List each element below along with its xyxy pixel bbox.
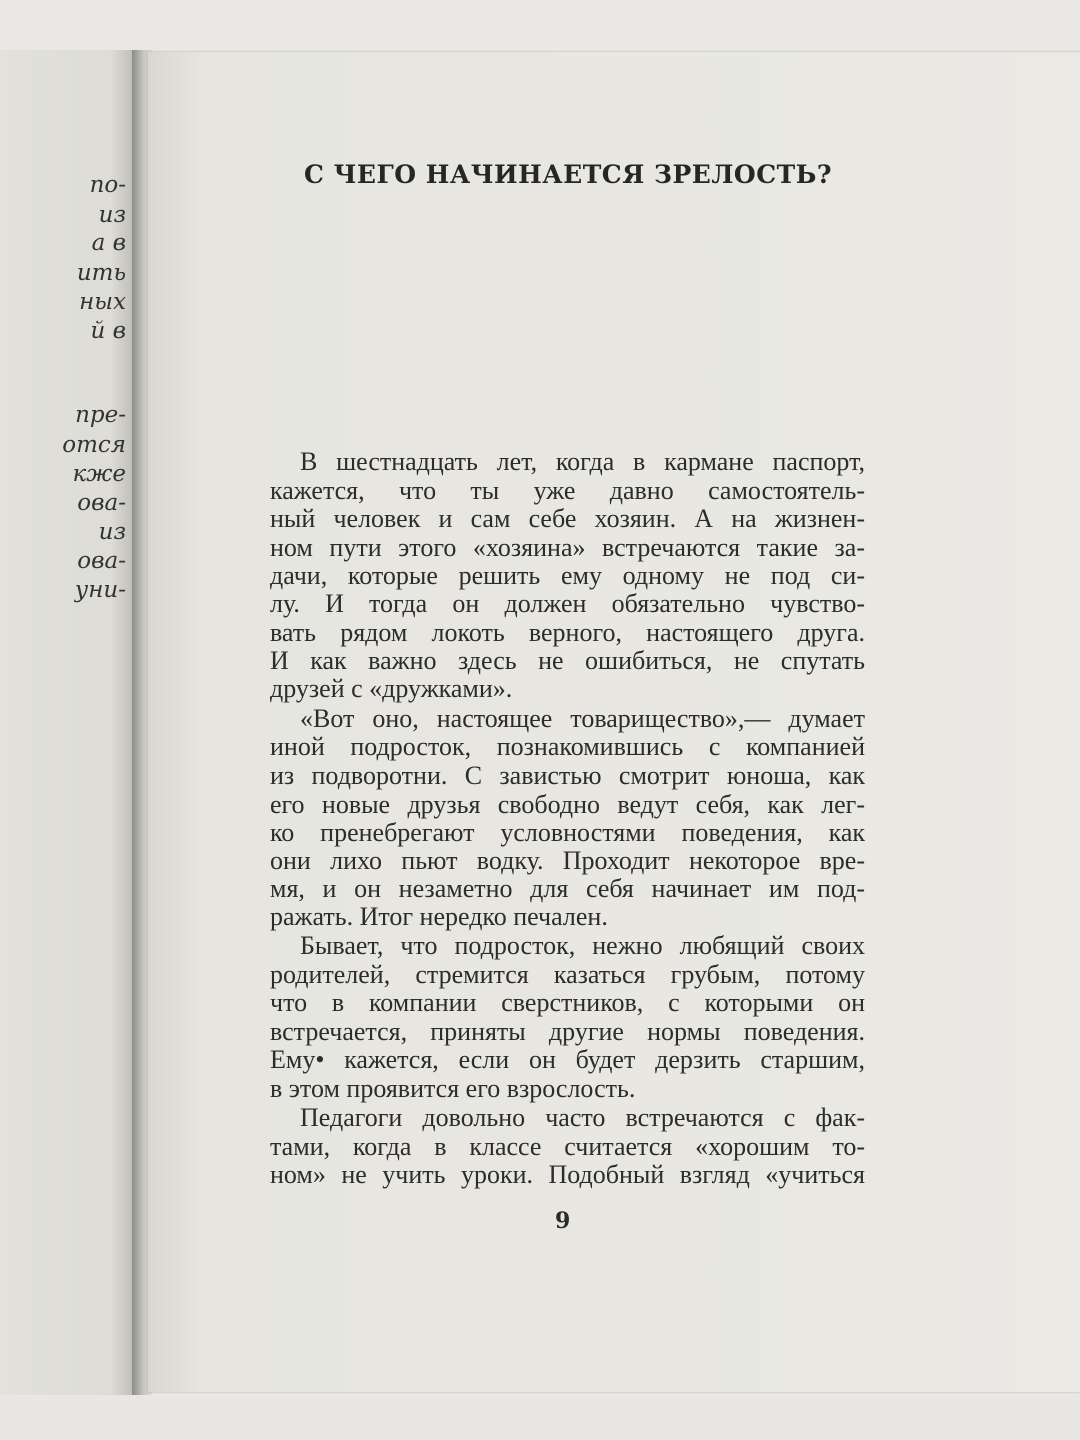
page-number: 9 (555, 1208, 571, 1234)
text-line: В шестнадцать лет, когда в кармане паспорт, (300, 447, 865, 476)
text-line: ко пренебрегают условностями поведения, как (270, 818, 865, 847)
text-line: «Вот оно, настоящее товарищество»,— думает (300, 704, 865, 733)
text-line: тами, когда в классе считается «хорошим то- (270, 1132, 865, 1161)
left-page-line: ова- (77, 490, 126, 516)
text-line: в этом проявится его взрослость. (270, 1074, 636, 1103)
chapter-title: С ЧЕГО НАЧИНАЕТСЯ ЗРЕЛОСТЬ? (304, 160, 832, 189)
table-surface (0, 1395, 1080, 1440)
text-line: друзей с «дружками». (270, 674, 513, 703)
text-line: дачи, которые решить ему одному не под си- (270, 561, 865, 590)
left-page-line: отся (62, 432, 126, 458)
text-line: они лихо пьют водку. Проходит некоторое вре- (270, 846, 865, 875)
text-line: встречается, приняты другие нормы поведения. (270, 1017, 865, 1046)
text-line: мя, и он незаметно для себя начинает им под- (270, 874, 865, 903)
left-page-line: по- (89, 172, 126, 198)
left-page-line: уни- (74, 577, 126, 603)
left-page-line: из (98, 202, 126, 228)
text-line: ном пути этого «хозяина» встречаются такие за- (270, 533, 865, 562)
text-line: что в компании сверстников, с которыми он (270, 988, 865, 1017)
text-line: кажется, что ты уже давно самостоятель- (270, 476, 865, 505)
text-line: лу. И тогда он должен обязательно чувство- (270, 589, 865, 618)
text-line: ражать. Итог нередко печален. (270, 902, 608, 931)
text-line: иной подросток, познакомившись с компанией (270, 732, 865, 761)
text-line: родителей, стремится казаться грубым, потому (270, 960, 865, 989)
text-line: вать рядом локоть верного, настоящего друга. (270, 618, 865, 647)
text-line: ном» не учить уроки. Подобный взгляд «учиться (270, 1160, 865, 1189)
left-page-line: из (98, 519, 126, 545)
left-page-line: ить (76, 260, 126, 286)
text-line: ный человек и сам себе хозяин. А на жизнен- (270, 504, 865, 533)
left-page (0, 50, 138, 1400)
text-line: Педагоги довольно часто встречаются с фак- (300, 1103, 865, 1132)
text-line: Бывает, что подросток, нежно любящий своих (300, 931, 865, 960)
text-line: Ему• кажется, если он будет дерзить старшим, (270, 1045, 865, 1074)
left-page-line: пре- (75, 402, 126, 428)
text-line: его новые друзья свободно ведут себя, как лег- (270, 790, 865, 819)
left-page-line: ова- (77, 548, 126, 574)
text-line: из подворотни. С завистью смотрит юноша, как (270, 761, 865, 790)
left-page-line: й в (90, 318, 126, 344)
left-page-line: ных (79, 289, 126, 315)
text-line: И как важно здесь не ошибиться, не спутать (270, 646, 865, 675)
left-page-line: а в (91, 230, 126, 256)
left-page-line: кже (72, 461, 126, 487)
